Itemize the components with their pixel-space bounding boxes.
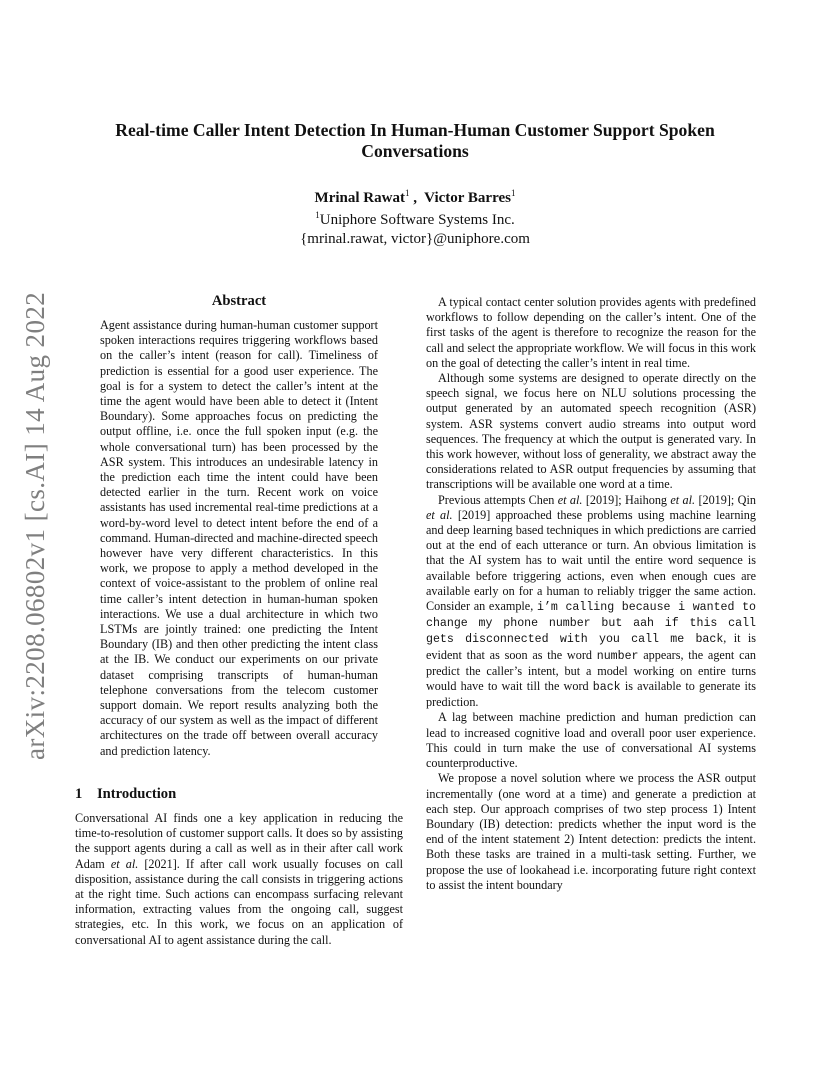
intro-paragraph-6: We propose a novel solution where we process the ASR output incrementally (one word at a time) and generate a prediction at each step. Our approach comprises of two step process 1) Intent Boundary (IB) detection: predicts whether the input word is the end of the intent statement 2) Intent detection: predicts the intent. Both these tasks are trained in a multi-task setting. Further, we propose the use of lookahead i.e. incorporating future right context to assist the intent boundary	[426, 771, 756, 892]
intro-paragraph-5: A lag between machine prediction and human prediction can lead to increased cognitive load and overall poor user experience. This could in turn make the use of conversational AI systems counterproductive.	[426, 710, 756, 771]
intro-paragraph-3: Although some systems are designed to operate directly on the speech signal, we focus here on NLU solutions processing the output generated by an automated speech recognition (ASR) system. ASR systems convert audio streams into output word sequences. The frequency at which the output is generated vary. In this work however, without loss of generality, we abstract away the considerations related to ASR output frequencies by assuming that transcriptions will be available one word at a time.	[426, 371, 756, 492]
example-utterance: i’m calling because i wanted to change my phone number but aah if this call gets disconnected with you call me back	[426, 601, 756, 647]
paper-title: Real-time Caller Intent Detection In Human-Human Customer Support Spoken Conversations	[115, 120, 715, 161]
author-email: {mrinal.rawat, victor}@uniphore.com	[300, 231, 530, 247]
affiliation-name: Uniphore Software Systems Inc.	[319, 212, 515, 228]
author-name: Victor Barres	[424, 190, 511, 206]
author-affiliation-mark: 1	[510, 188, 516, 198]
intro-paragraph-4: Previous attempts Chen et al. [2019]; Haihong et al. [2019]; Qin et al. [2019] approached these problems using machine learning and deep learning based techniques in which predictions are carried out at the end of each utterance or turn. An obvious limitation is that the AI system has to wait until the entire word sequence is available before triggering actions, even when enough cues are available early on for a human to reliably trigger the same action. Consider an example, i’m calling because i wanted to change my phone number but aah if this call gets disconnected with you call me back, it is evident that as soon as the word number appears, the agent can predict the caller’s intent, but a model working on entire turns would have to wait till the word back is available to generate its prediction.	[426, 492, 756, 710]
abstract-text: Agent assistance during human-human customer support spoken interactions requires triggering workflows based on the caller’s intent (reason for call). Timeliness of prediction is essential for a good user experience. The goal is for a system to detect the caller’s intent at the time the agent would have been able to detect it (Intent Boundary). Some approaches focus on predicting the output offline, i.e. once the full spoken input (e.g. the whole conversational turn) has been processed by the ASR system. This introduces an undesirable latency in the prediction each time the intent could have been detected earlier in the turn. Recent work on voice assistants has used incremental real-time predictions at a word-by-word level to detect intent before the end of a command. Human-directed and machine-directed speech however have very different characteristics. In this work, we propose to apply a method developed in the context of voice-assistant to the problem of online real time caller’s intent detection in human-human spoken interactions. We use a dual architecture in which two LSTMs are jointly trained: one predicting the Intent Boundary (IB) and then other predicting the intent class at the IB. We conduct our experiments on our private dataset comprising transcripts of human-human telephone conversations from the telecom customer support domain. We report results analyzing both the accuracy of our system as well as the impact of different architectures on the trade off between overall accuracy and prediction latency.	[100, 318, 378, 758]
author-separator: ,	[409, 190, 425, 206]
right-column	[426, 295, 756, 893]
section-number: 1	[75, 785, 83, 802]
author-name: Mrinal Rawat	[314, 190, 405, 206]
paper-page: arXiv:2208.06802v1 [cs.AI] 14 Aug 2022 Real-time Caller Intent Detection In Human-Human Customer Support Spoken Conversations Mrinal Rawat$^1$ , Victor Barres$^1$ $^1$Uniphore Software Systems Inc. {mrinal.rawat, victor}@uniphore.com Abstract Agent assistance during human-human customer support spoken interactions requires triggering workflows based on the caller’s intent (reason for call). Timeliness of prediction is essential for a good user experience. The goal is for a system to detect the caller’s intent at the time the agent would have been able to detect it (Intent Boundary). Some approaches focus on predicting the output offline, i.e. once the full spoken input (e.g. the whole conversational turn) has been processed by the ASR system. This introduces an undesirable latency in the prediction each time the intent could have been detected earlier in the turn. Recent work on voice assistants has used incremental real-time predictions at a word-by-word level to detect intent before the end of a command. Human-directed and machine-directed speech however have very different characteristics. In this work, we propose to apply a method developed in the context of voice-assistant to the problem of online real time caller’s intent detection in human-human spoken interactions. We use a dual architecture in which two LSTMs are jointly trained: one predicting the Intent Boundary (IB) and then other predicting the intent class at the IB. We conduct our experiments on our private dataset comprising transcripts of human-human telephone conversations from the telecom customer support domain. We report results analyzing both the accuracy of our system as well as the impact of different architectures on the trade off between overall accuracy and prediction latency. 1 Introduction Conversational AI finds one a key application in reducing the time-to-resolution of customer support calls. It does so by assisting the support agents during a call as well as in their after call work Adam et al. [2021]. If after call work usually focuses on call disposition, assistance during the call consists in triggering actions at the right time. Such actions can encompass surfacing relevant information, extracting values from the ongoing call, suggest strategies, etc. In this work, we focus on an application of conversational AI to agent assistance during the call. A typical contact center solution provides agents with predefined workflows to follow depending on the caller’s intent. One of the first tasks of the agent is therefore to recognize the reason for the call and select the appropriate workflow. We will focus in this work on the goal of detecting the caller’s intent in real time. Although some systems are designed to operate directly on the speech signal, we focus here on NLU solutions processing the output generated by an automated speech recognition (ASR) system. ASR systems convert audio streams into output word sequences. The frequency at which the output is generated vary. In this work however, without loss of generality, we abstract away the considerations related to ASR output frequencies by assuming that transcriptions will be available one word at a time. Previous attempts Chen et al. [2019]; Haihong et al. [2019]; Qin et al. [2019] approached these problems using machine learning and deep learning based techniques in which predictions are carried out at the end of each utterance or turn. An obvious limitation is that the AI system has to wait until the entire word sequence is available before triggering actions, even when enough cues are available early on for a human to reliably trigger the same action. Consider an example, i’m calling because i wanted to change my phone number but aah if this call gets disconnected with you call me back, it is evident that as soon as the word number appears, the agent can predict the caller’s intent, but a model working on entire turns would have to wait till the word back is available to generate its prediction. A lag between machine prediction and human prediction can lead to increased cognitive load and overall poor user experience. This could in turn make the use of conversational AI systems counterproductive. We propose a novel solution where we process the ASR output incrementally (one word at a time) and generate a prediction at each step. Our approach comprises of two step process 1) Intent Boundary (IB) detection: predicts whether the input word is the end of the intent statement 2) Intent detection: predicts the intent. Both these tasks are trained in a multi-task setting. Further, we propose the use of lookahead i.e. incorporating future right context to assist the intent boundary	[20, 120, 756, 947]
left-column	[75, 292, 403, 948]
example-word: number	[596, 649, 639, 663]
author-affiliation-mark: 1	[404, 188, 410, 198]
affiliation-mark: 1	[315, 210, 320, 220]
example-word: back	[592, 681, 621, 695]
author-line	[75, 184, 755, 207]
intro-paragraph-2: A typical contact center solution provides agents with predefined workflows to follow depending on the caller’s intent. One of the first tasks of the agent is therefore to recognize the reason for the call and select the appropriate workflow. We will focus in this work on the goal of detecting the caller’s intent in real time.	[426, 295, 756, 370]
abstract-heading: Abstract	[211, 293, 267, 309]
intro-paragraph-1: Conversational AI finds one a key application in reducing the time-to-resolution of customer support calls. It does so by assisting the support agents during a call as well as in their after call work Adam et al. [2021]. If after call work usually focuses on call disposition, assistance during the call consists in triggering actions at the right time. Such actions can encompass surfacing relevant information, extracting values from the ongoing call, suggest strategies, etc. In this work, we focus on an application of conversational AI to agent assistance during the call.	[75, 810, 403, 947]
section-heading-introduction	[75, 785, 403, 803]
affiliation	[75, 206, 755, 229]
section-title: Introduction	[97, 785, 177, 802]
